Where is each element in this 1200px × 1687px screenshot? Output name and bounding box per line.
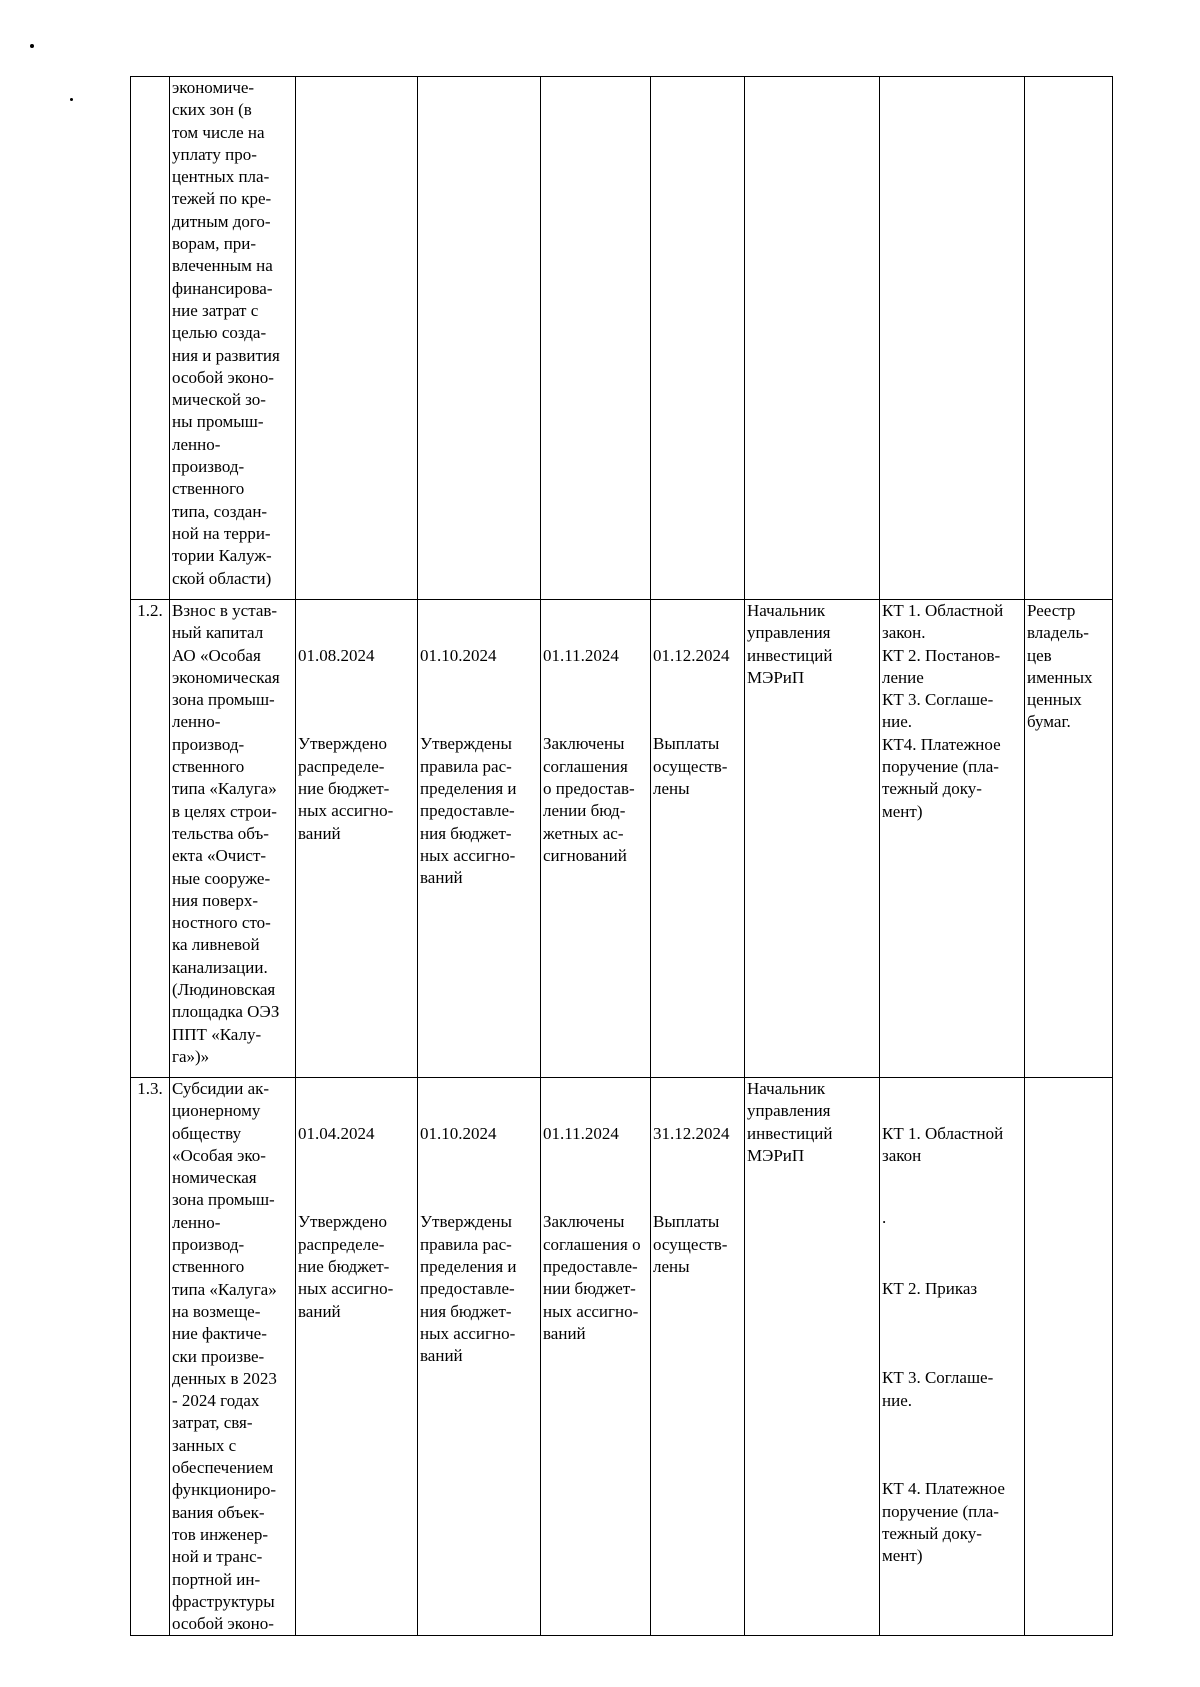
scan-speck xyxy=(30,44,34,48)
checkpoint-date: 01.11.2024 xyxy=(543,1123,619,1143)
cell-description: Субсидии ак- ционерному обществу «Особая эко- номическая зона промыш- ленно- производ- ственного типа «Калуга» на возмеще- ние фактиче- ски произве- денных в 2023 - 2024 годах затрат, свя- занных с обеспечением функциониро- вания объек- тов инженер- ной и транс- портной ин- фраструктуры особой эконо- xyxy=(170,1078,296,1636)
cell-system xyxy=(1025,1078,1113,1636)
control-point-4: КТ 4. Платежное поручение (пла- тежный доку- мент) xyxy=(882,1479,1005,1566)
table-row-continuation xyxy=(131,77,1113,600)
checkpoint-date: 01.08.2024 xyxy=(298,645,375,665)
control-point-3: КТ 3. Соглаше- ние. xyxy=(882,1368,994,1410)
checkpoint-status: Утверждено распределе- ние бюджет- ных ассигно- ваний xyxy=(298,734,394,843)
checkpoint-status: Заключены соглашения о предостав- лении бюд- жетных ас- сигнований xyxy=(543,734,635,865)
checkpoint-status: Утверждено распределе- ние бюджет- ных ассигно- ваний xyxy=(298,1212,394,1321)
cell-cp3 xyxy=(541,77,651,600)
checkpoint-status: Утверждены правила рас- пределения и предоставле- ния бюджет- ных ассигно- ваний xyxy=(420,1212,517,1366)
cell-cp3 xyxy=(541,600,651,1078)
table-row-1-3 xyxy=(131,1078,1113,1636)
cell-responsible xyxy=(745,77,880,600)
checkpoint-date: 01.11.2024 xyxy=(543,645,619,665)
cell-control-points: КТ 1. Областной закон. КТ 2. Постанов- ление КТ 3. Соглаше- ние. КТ4. Платежное поручение (пла- тежный доку- мент) xyxy=(880,600,1025,1078)
cell-cp1 xyxy=(296,600,418,1078)
checkpoint-status: Утверждены правила рас- пределения и предоставле- ния бюджет- ных ассигно- ваний xyxy=(420,734,517,888)
cell-system: Реестр владель- цев именных ценных бумаг. xyxy=(1025,600,1113,1078)
checkpoint-date: 01.10.2024 xyxy=(420,1123,497,1143)
control-point-1-mark: . xyxy=(882,1207,887,1227)
control-point-1: КТ 1. Областной закон xyxy=(882,1123,1004,1165)
checkpoint-status: Заключены соглашения о предоставле- нии бюджет- ных ассигно- ваний xyxy=(543,1212,641,1343)
cell-control-points xyxy=(880,1078,1025,1636)
cell-cp4 xyxy=(651,1078,745,1636)
cell-system xyxy=(1025,77,1113,600)
cell-responsible: Начальник управления инвестиций МЭРиП xyxy=(745,1078,880,1636)
checkpoint-status: Выплаты осуществ- лены xyxy=(653,734,728,799)
checkpoint-date: 01.10.2024 xyxy=(420,645,497,665)
cell-cp4 xyxy=(651,77,745,600)
cell-cp1 xyxy=(296,77,418,600)
cell-number: 1.2. xyxy=(131,600,170,1078)
plan-table xyxy=(130,76,1113,1636)
table-row-1-2 xyxy=(131,600,1113,1078)
cell-control-points xyxy=(880,77,1025,600)
checkpoint-date: 31.12.2024 xyxy=(653,1123,730,1143)
cell-cp1 xyxy=(296,1078,418,1636)
cell-number xyxy=(131,77,170,600)
cell-description: экономиче- ских зон (в том числе на уплату про- центных пла- тежей по кре- дитным дого- ворам, при- влеченным на финансирова- ние затрат с целью созда- ния и развития особой эконо- мической зо- ны промыш- ленно- производ- ственного типа, создан- ной на терри- тории Калуж- ской области) xyxy=(170,77,296,600)
cell-number: 1.3. xyxy=(131,1078,170,1636)
cell-description: Взнос в устав- ный капитал АО «Особая экономическая зона промыш- ленно- производ- ственного типа «Калуга» в целях строи- тельства объ- екта «Очист- ные сооруже- ния поверх- ностного сто- ка ливневой канализации. (Людиновская площадка ОЭЗ ППТ «Калу- га»)» xyxy=(170,600,296,1078)
checkpoint-status: Выплаты осуществ- лены xyxy=(653,1212,728,1277)
cell-cp2 xyxy=(418,77,541,600)
cell-cp2 xyxy=(418,1078,541,1636)
scan-speck xyxy=(70,98,73,101)
cell-responsible: Начальник управления инвестиций МЭРиП xyxy=(745,600,880,1078)
cell-cp3 xyxy=(541,1078,651,1636)
cell-cp2 xyxy=(418,600,541,1078)
checkpoint-date: 01.12.2024 xyxy=(653,645,730,665)
control-point-2: КТ 2. Приказ xyxy=(882,1279,978,1299)
cell-cp4 xyxy=(651,600,745,1078)
checkpoint-date: 01.04.2024 xyxy=(298,1123,375,1143)
